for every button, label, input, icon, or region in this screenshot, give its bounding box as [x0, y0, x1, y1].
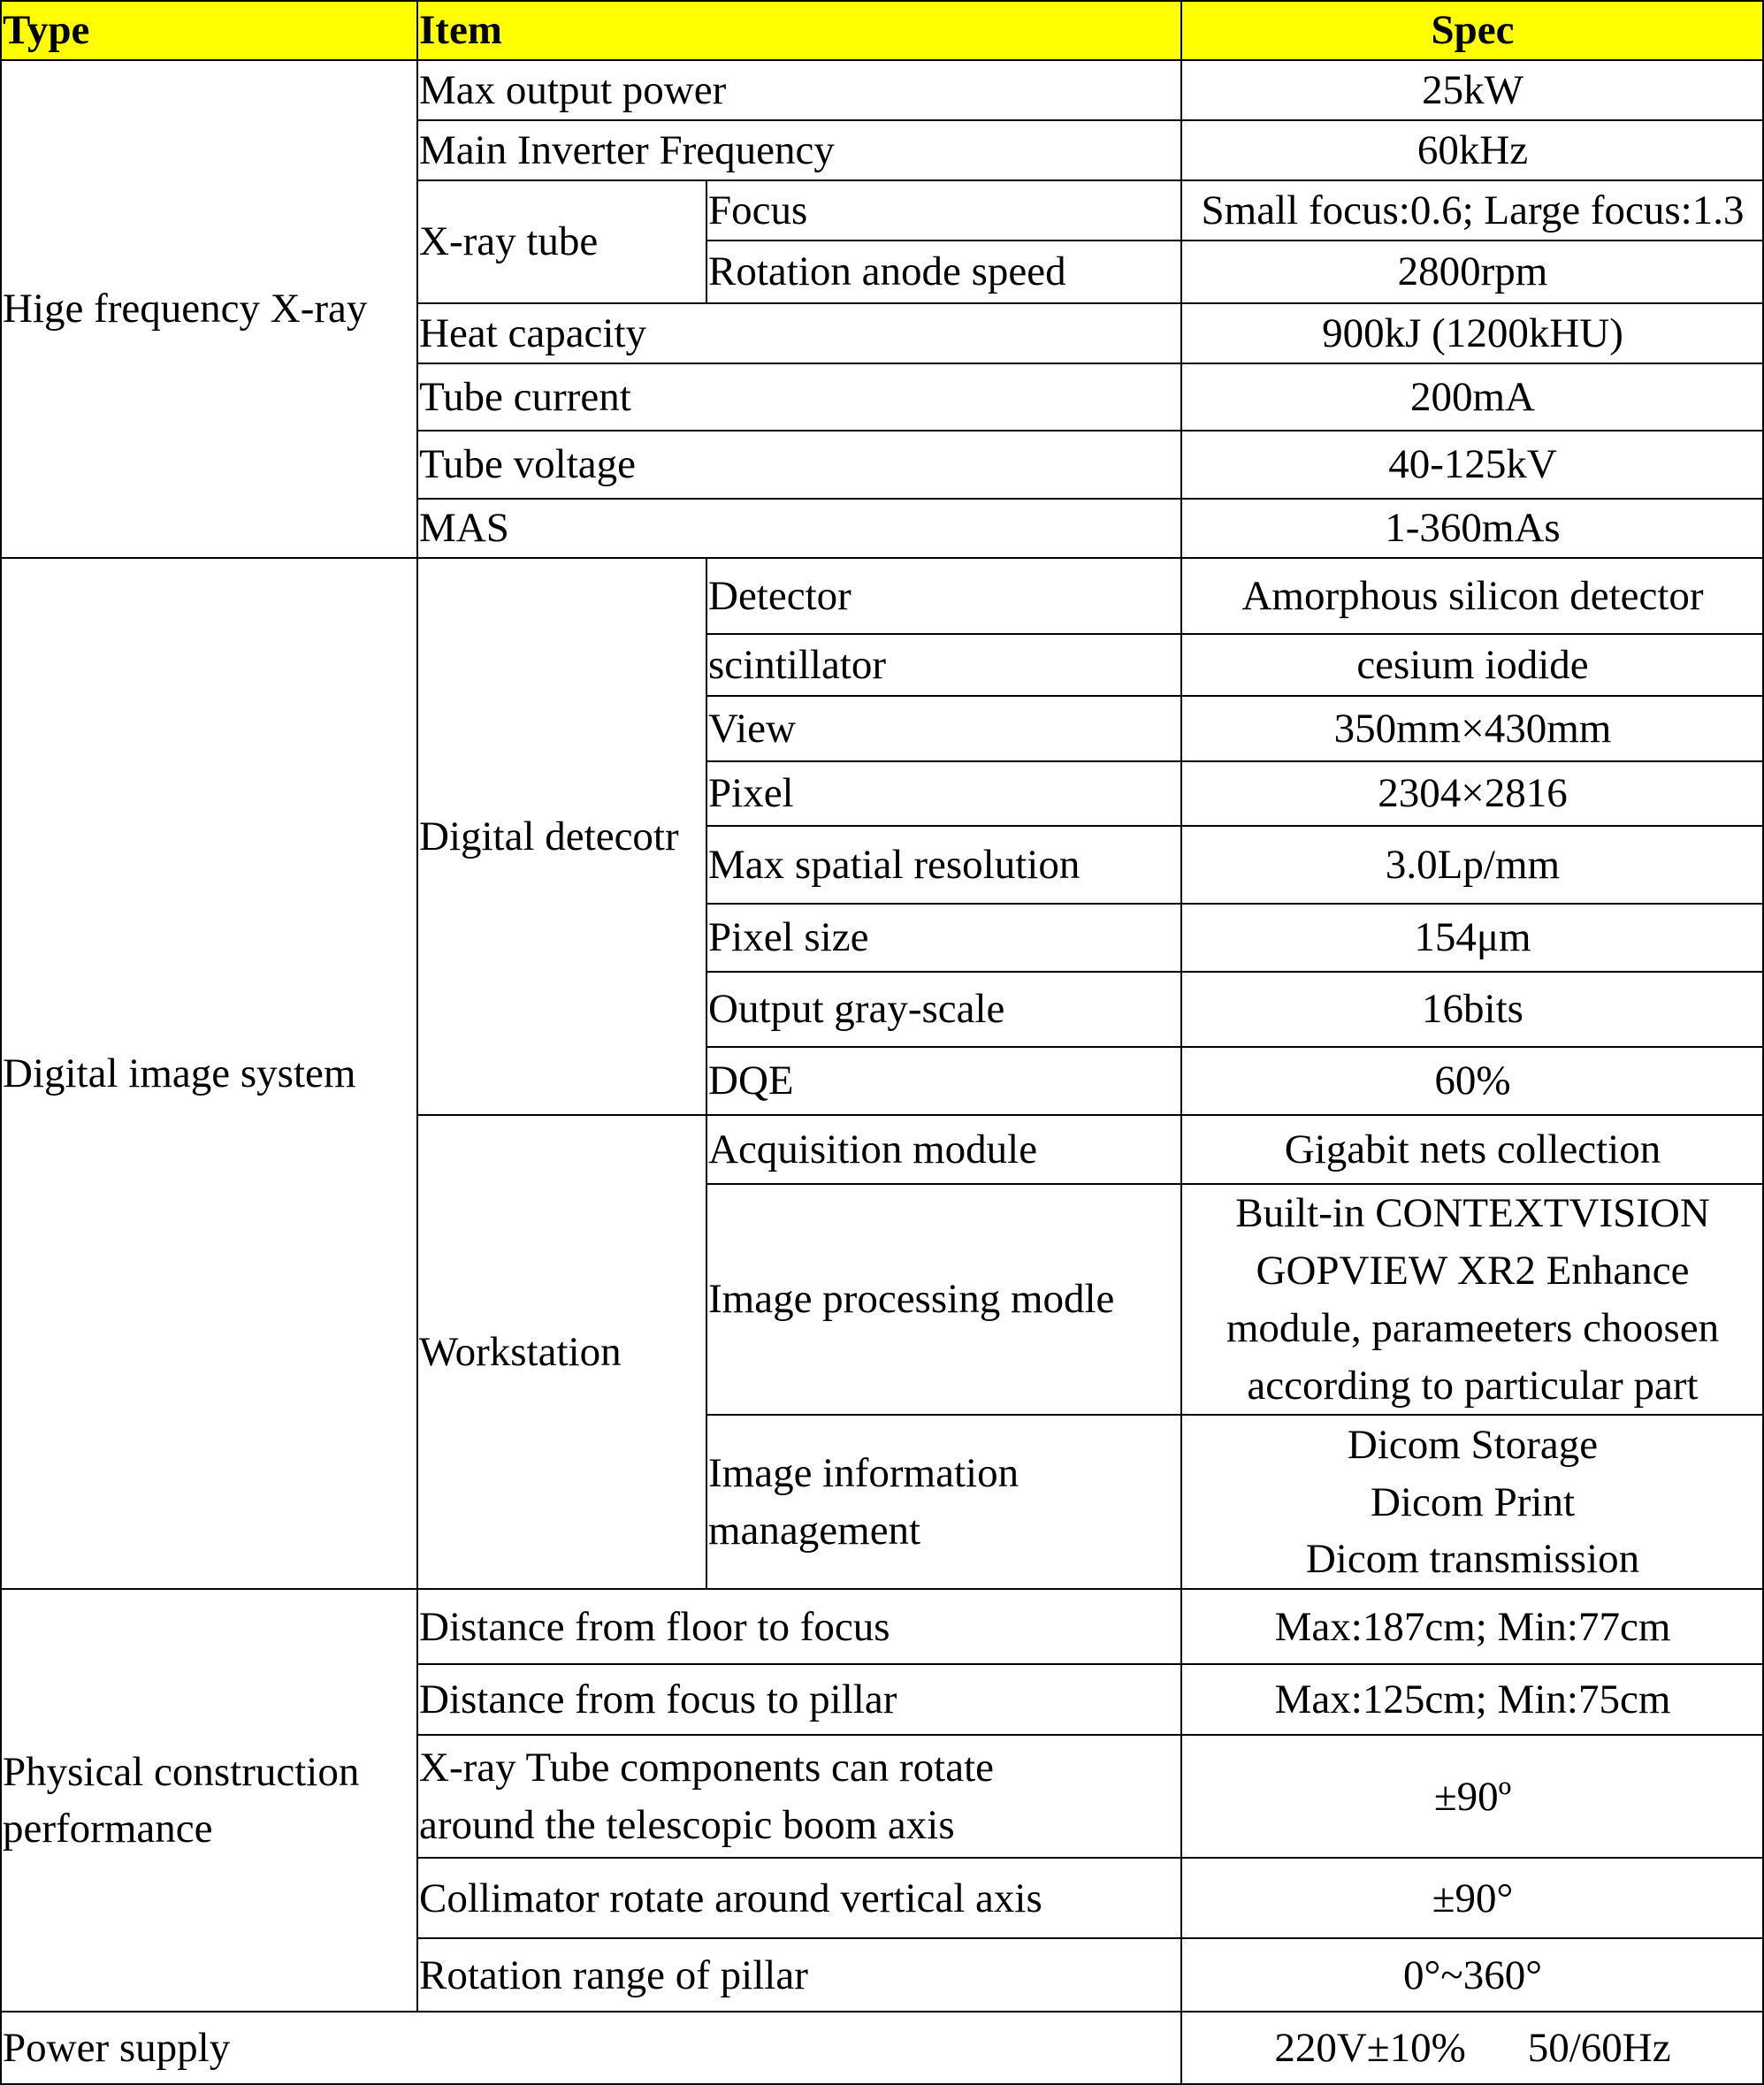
spec-cell: 40-125kV — [1181, 431, 1763, 499]
spec-line: module, parameeters choosen — [1226, 1304, 1720, 1351]
spec-cell: 350mm×430mm — [1181, 696, 1763, 761]
item-cell: Tube current — [417, 363, 1181, 431]
subitem-cell: Image processing modle — [706, 1184, 1181, 1415]
item-cell: Distance from focus to pillar — [417, 1664, 1181, 1735]
type-line: Physical construction — [3, 1748, 360, 1795]
table-row — [1, 2012, 1763, 2084]
item-cell: MAS — [417, 499, 1181, 558]
spec-line: GOPVIEW XR2 Enhance — [1256, 1247, 1690, 1294]
spec-cell-multiline — [1181, 1415, 1763, 1589]
subitem-cell: Focus — [706, 180, 1181, 241]
spec-line: Dicom transmission — [1305, 1536, 1640, 1583]
spec-cell: Gigabit nets collection — [1181, 1115, 1763, 1184]
spec-cell: 2304×2816 — [1181, 761, 1763, 826]
item-cell: Main Inverter Frequency — [417, 120, 1181, 180]
spec-cell: 1-360mAs — [1181, 499, 1763, 558]
subitem-cell: Max spatial resolution — [706, 826, 1181, 904]
spec-cell: 2800rpm — [1181, 241, 1763, 303]
spec-cell: Small focus:0.6; Large focus:1.3 — [1181, 180, 1763, 241]
item-cell: Tube voltage — [417, 431, 1181, 499]
spec-cell: Max:187cm; Min:77cm — [1181, 1589, 1763, 1664]
type-cell-digital: Digital image system — [1, 558, 417, 1589]
spec-cell: 16bits — [1181, 972, 1763, 1047]
item-group-workstation: Workstation — [417, 1115, 706, 1589]
subitem-cell: DQE — [706, 1047, 1181, 1115]
type-cell-physical — [1, 1589, 417, 2012]
item-line: management — [708, 1507, 921, 1554]
type-line: performance — [3, 1806, 213, 1852]
table-row — [1, 1589, 1763, 1664]
spec-line: Dicom Storage — [1347, 1421, 1599, 1468]
subitem-cell: Detector — [706, 558, 1181, 634]
spec-cell: 900kJ (1200kHU) — [1181, 303, 1763, 363]
header-row — [1, 1, 1763, 60]
spec-cell-power — [1181, 2012, 1763, 2084]
subitem-cell: Output gray-scale — [706, 972, 1181, 1047]
spec-cell: Amorphous silicon detector — [1181, 558, 1763, 634]
item-cell: Rotation range of pillar — [417, 1938, 1181, 2012]
spec-cell: ±90º — [1181, 1735, 1763, 1858]
subitem-cell: Pixel — [706, 761, 1181, 826]
spec-cell: 0°~360° — [1181, 1938, 1763, 2012]
header-type: Type — [1, 1, 417, 60]
spec-cell: Max:125cm; Min:75cm — [1181, 1664, 1763, 1735]
spec-line: Dicom Print — [1370, 1478, 1576, 1525]
subitem-cell: scintillator — [706, 634, 1181, 696]
subitem-cell-multiline — [706, 1415, 1181, 1589]
header-spec: Spec — [1181, 1, 1763, 60]
item-line: around the telescopic boom axis — [419, 1801, 955, 1848]
type-cell-power: Power supply — [1, 2012, 1181, 2084]
item-cell-multiline — [417, 1735, 1181, 1858]
subitem-cell: Rotation anode speed — [706, 241, 1181, 303]
subitem-cell: View — [706, 696, 1181, 761]
item-cell: Heat capacity — [417, 303, 1181, 363]
power-voltage: 220V±10% — [1274, 2025, 1466, 2071]
item-cell: Distance from floor to focus — [417, 1589, 1181, 1664]
table-row — [1, 558, 1763, 634]
item-group-detector: Digital detecotr — [417, 558, 706, 1115]
spec-cell: cesium iodide — [1181, 634, 1763, 696]
spec-cell: ±90° — [1181, 1858, 1763, 1938]
spec-cell: 200mA — [1181, 363, 1763, 431]
subitem-cell: Acquisition module — [706, 1115, 1181, 1184]
spec-cell: 154μm — [1181, 904, 1763, 972]
header-item: Item — [417, 1, 1181, 60]
item-line: X-ray Tube components can rotate — [419, 1745, 995, 1791]
spec-line: Built-in CONTEXTVISION — [1235, 1190, 1710, 1236]
spec-line: according to particular part — [1247, 1362, 1699, 1409]
item-cell: Max output power — [417, 60, 1181, 120]
power-frequency: 50/60Hz — [1527, 2025, 1671, 2071]
item-line: Image information — [708, 1450, 1019, 1497]
spec-cell: 60kHz — [1181, 120, 1763, 180]
item-group-xray-tube: X-ray tube — [417, 180, 706, 303]
type-cell-xray: Hige frequency X-ray — [1, 60, 417, 558]
item-cell: Collimator rotate around vertical axis — [417, 1858, 1181, 1938]
table-row — [1, 60, 1763, 120]
spec-cell: 60% — [1181, 1047, 1763, 1115]
spec-cell: 3.0Lp/mm — [1181, 826, 1763, 904]
subitem-cell: Pixel size — [706, 904, 1181, 972]
spec-cell: 25kW — [1181, 60, 1763, 120]
spec-cell-multiline — [1181, 1184, 1763, 1415]
